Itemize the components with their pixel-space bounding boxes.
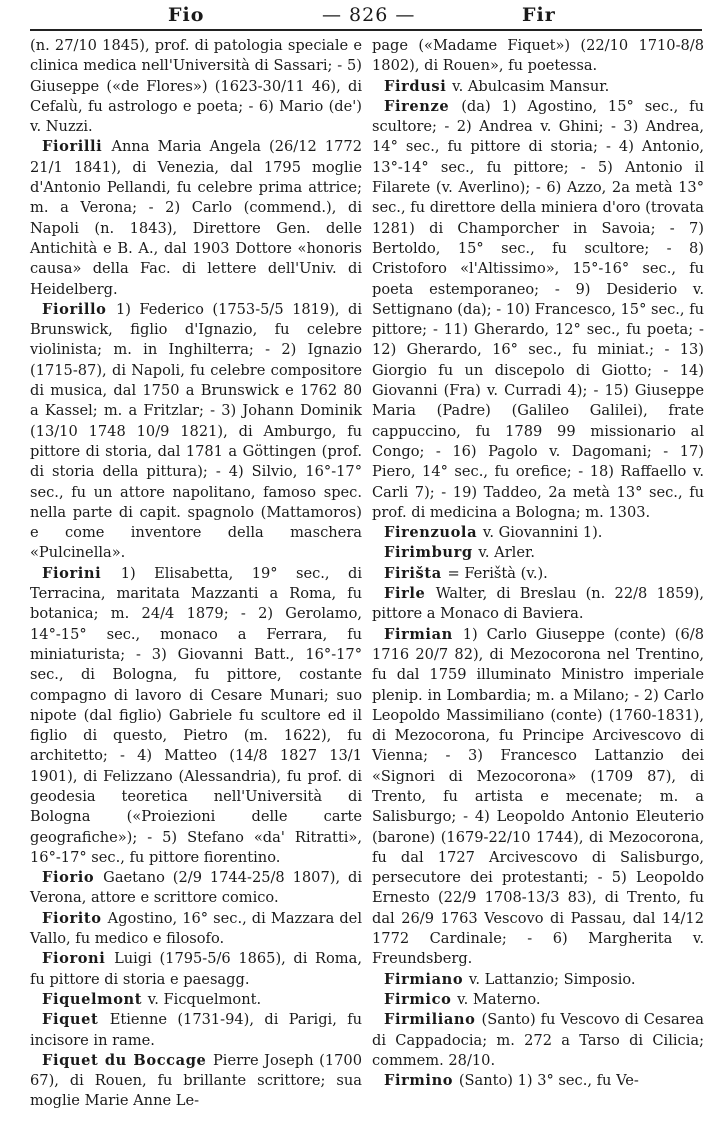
dictionary-entry: [372, 584, 704, 625]
dictionary-entry: [30, 36, 362, 137]
dictionary-entry: [30, 909, 362, 950]
entry-headword: Fiorini: [42, 564, 102, 582]
dictionary-entry: [30, 564, 362, 868]
entry-text: 1) Carlo Giuseppe (conte) (6/8 1716 20/7 82), di Mezocorona nel Trentino, fu dal 1759 illuminato Ministro imperiale plenip. in Lombardia; m. a Milano; - 2) Carlo Leopoldo Massimiliano (conte) (1760-1831), di Mezocorona, fu Principe Arcivescovo di Vienna; - 3) Francesco Lattanzio dei «Signori di Mezocorona» (1709 87), di Trento, fu artista e mecenate; m. a Salisburgo; - 4) Leopoldo Antonio Eleuterio (barone) (1679-22/10 1744), di Mezocorona, fu dal 1727 Arcivescovo di Salisburgo, persecutore dei protestanti; - 5) Leopoldo Ernesto (22/9 1708-13/3 83), di Trento, fu dal 26/9 1763 Vescovo di Passau, dal 14/12 1772 Cardinale; - 6) Margherita v. Freundsberg.: [372, 625, 704, 968]
dictionary-entry: [372, 543, 704, 563]
dictionary-entry: [372, 523, 704, 543]
entry-text: Anna Maria Angela (26/12 1772 21/1 1841), di Venezia, dal 1795 moglie d'Antonio Pellandi, fu celebre prima attrice; m. a Verona; - 2) Carlo (commend.), di Napoli (n. 1843), Direttore Gen. delle Antichità e B. A., dal 1903 Dottore «honoris causa» della Fac. di lettere dell'Univ. di Heidelberg.: [30, 138, 362, 298]
dictionary-entry: [30, 1051, 362, 1112]
dictionary-entry: [372, 990, 704, 1010]
dictionary-entry: [30, 137, 362, 299]
right-column: [372, 36, 704, 1091]
entry-headword: Firdusi: [384, 77, 447, 95]
dictionary-entry: [372, 564, 704, 584]
entry-text: (da) 1) Agostino, 15° sec., fu scultore; - 2) Andrea v. Ghini; - 3) Andrea, 14° sec., fu pittore di storia; - 4) Antonio, 13°-14° sec., fu pittore; - 5) Antonio il Filarete (v. Averlino); - 6) Azzo, 2a metà 13° sec., fu direttore della miniera d'oro (trovata 1281) di Champorcher in Savoia; - 7) Bertoldo, 15° sec., fu scultore; - 8) Cristoforo «l'Altissimo», 15°-16° sec., fu poeta estemporaneo; - 9) Desiderio v. Settignano (da); - 10) Francesco, 15° sec., fu pittore; - 11) Gherardo, 12° sec., fu poeta; - 12) Gherardo, 16° sec., fu miniat.; - 13) Giorgio fu un discepolo di Giotto; - 14) Giovanni (Fra) v. Curradi 4); - 15) Giuseppe Maria (Padre) (Galileo Galilei), frate cappuccino, fu 1789 99 missionario al Congo; - 16) Pagolo v. Dagomani; - 17) Piero, 14° sec., fu orefice; - 18) Raffaello v. Carli 7); - 19) Taddeo, 2a metà 13° sec., fu prof. di medicina a Bologna; m. 1303.: [372, 97, 705, 521]
entry-headword: Fiorio: [42, 869, 95, 887]
entry-headword: Fiquelmont: [42, 990, 143, 1008]
entry-text: 1) Federico (1753-5/5 1819), di Brunswick, figlio d'Ignazio, fu celebre violinista; m. in Inghilterra; - 2) Ignazio (1715-87), di Napoli, fu celebre compositore di musica, dal 1750 a Brunswick e 1762 80 a Kassel; m. a Fritzlar; - 3) Johann Dominik (13/10 1748 10/9 1821), di Amburgo, fu pittore di storia, dal 1781 a Göttingen (prof. di storia della pittura); - 4) Silvio, 16°-17° sec., fu un attore napolitano, famoso spec. nella parte di capit. spagnolo (Mattamoros) e come inventore della maschera «Pulcinella».: [30, 300, 362, 562]
entry-headword: Firenze: [384, 97, 450, 115]
page-number: — 826 —: [322, 4, 416, 26]
entry-headword: Firle: [384, 585, 426, 603]
dictionary-entry: [30, 990, 362, 1010]
entry-text: (Santo) fu Vescovo di Cesarea di Cappadocia; m. 272 a Tarso di Cilicia; commem. 28/10.: [372, 1011, 704, 1069]
dictionary-entry: [372, 970, 704, 990]
entry-text: Etienne (1731-94), di Parigi, fu incisore in rame.: [30, 1011, 362, 1049]
dictionary-entry: [372, 77, 704, 97]
left-column: [30, 36, 362, 1112]
entry-headword: Fioroni: [42, 950, 106, 968]
dictionary-entry: [372, 1010, 704, 1071]
dictionary-entry: [372, 36, 704, 77]
entry-text: Pierre Joseph (1700 67), di Rouen, fu brillante scrittore; sua moglie Marie Anne Le-: [30, 1051, 363, 1110]
entry-headword: Firmian: [384, 625, 453, 643]
entry-text: (Santo) 1) 3° sec., fu Ve-: [458, 1072, 639, 1090]
dictionary-entry: [372, 1071, 704, 1091]
left-guide-word: Fio: [168, 4, 205, 26]
entry-text: Gaetano (2/9 1744-25/8 1807), di Verona, attore e scrittore comico.: [30, 869, 362, 907]
entry-text: (n. 27/10 1845), prof. di patologia speciale e clinica medica nell'Università di Sassari; - 5) Giuseppe («de Flores») (1623-30/11 46), di Cefalù, fu astrologo e poeta; - 6) Mario (de') v. Nuzzi.: [30, 37, 362, 136]
header-rule: [30, 29, 702, 31]
dictionary-entry: [372, 97, 704, 523]
entry-headword: Fiquet: [42, 1011, 99, 1029]
entry-headword: Firenzuola: [384, 524, 478, 542]
entry-text: v. Materno.: [457, 990, 541, 1008]
dictionary-entry: [30, 949, 362, 990]
entry-headword: Firimburg: [384, 544, 473, 562]
entry-text: v. Lattanzio; Simposio.: [468, 970, 636, 988]
entry-headword: Firmico: [384, 990, 452, 1008]
entry-headword: Fiorillo: [42, 300, 107, 318]
entry-headword: Fiquet du Boccage: [42, 1051, 207, 1069]
entry-headword: Firmiano: [384, 970, 464, 988]
entry-text: 1) Elisabetta, 19° sec., di Terracina, maritata Mazzanti a Roma, fu botanica; m. 24/4 1879; - 2) Gerolamo, 14°-15° sec., monaco a Ferrara, fu miniaturista; - 3) Giovanni Batt., 16°-17° sec., di Bologna, fu pittore, costante compagno di lavoro di Cesare Munari; suo nipote (dal figlio) Gabriele fu scultore ed il figlio di questo, Pietro (m. 1622), fu architetto; - 4) Matteo (14/8 1827 13/1 1901), di Felizzano (Alessandria), fu prof. di geodesia teoretica nell'Università di Bologna («Proiezioni delle carte geografiche»); - 5) Stefano «da' Ritratti», 16°-17° sec., fu pittore fiorentino.: [30, 564, 362, 866]
dictionary-entry: [30, 868, 362, 909]
dictionary-entry: [30, 300, 362, 564]
dictionary-entry: [372, 625, 704, 970]
running-head: [0, 2, 718, 30]
entry-text: v. Abulcasim Mansur.: [452, 77, 610, 95]
entry-text: v. Arler.: [478, 544, 535, 562]
entry-headword: Firmino: [384, 1072, 454, 1090]
entry-text: Agostino, 16° sec., di Mazzara del Vallo, fu medico e filosofo.: [30, 909, 362, 948]
right-guide-word: Fir: [522, 4, 556, 26]
entry-headword: Firmiliano: [384, 1011, 476, 1029]
entry-headword: Firišta: [384, 564, 442, 582]
entry-headword: Fiorilli: [42, 138, 103, 156]
entry-headword: Fiorito: [42, 909, 102, 927]
entry-text: Luigi (1795-5/6 1865), di Roma, fu pittore di storia e paesagg.: [30, 950, 362, 988]
entry-text: v. Ficquelmont.: [147, 990, 262, 1008]
entry-text: v. Giovannini 1).: [482, 524, 603, 542]
entry-text: page («Madame Fiquet») (22/10 1710-8/8 1802), di Rouen», fu poetessa.: [372, 37, 704, 75]
entry-text: = Ferištà (v.).: [447, 564, 548, 582]
entry-text: Walter, di Breslau (n. 22/8 1859), pittore a Monaco di Baviera.: [372, 585, 704, 623]
dictionary-entry: [30, 1010, 362, 1051]
